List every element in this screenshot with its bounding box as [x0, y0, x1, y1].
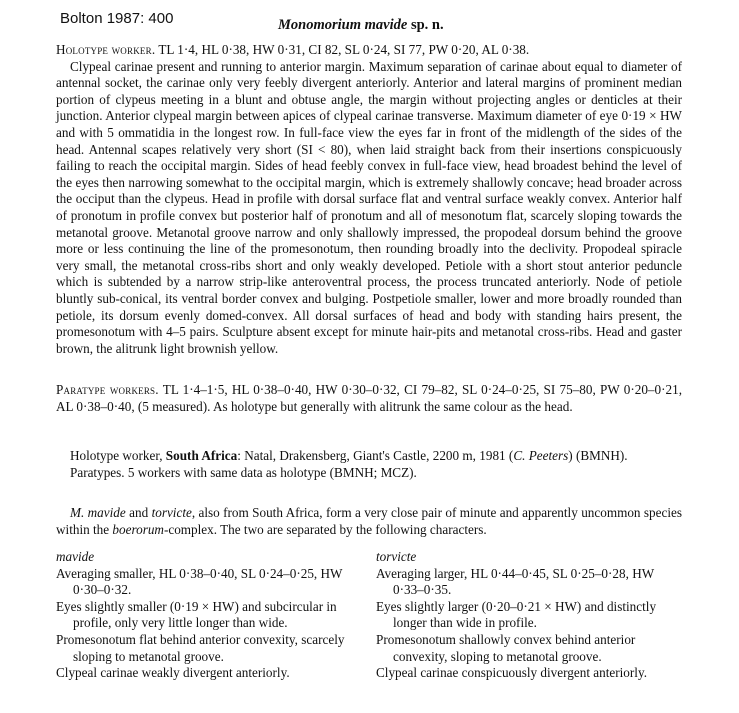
holotype-heading: Holotype worker. — [56, 42, 156, 57]
complex-name: boerorum — [112, 521, 164, 537]
species-b-name: torvicte — [151, 505, 192, 520]
holotype-measurements: TL 1·4, HL 0·38, HW 0·31, CI 82, SL 0·24, SI 77, PW 0·20, AL 0·38. — [158, 42, 530, 57]
comparison-end: -complex. The two are separated by the following characters. — [163, 521, 487, 537]
holotype-material-prefix: Holotype worker, — [70, 448, 163, 463]
column-left-item: Clypeal carinae weakly divergent anteriorly. — [56, 665, 290, 681]
column-right-item: Averaging larger, HL 0·44–0·45, SL 0·25–0·28, HW 0·33–0·35. — [376, 565, 654, 598]
species-a-name: M. mavide — [70, 505, 126, 520]
column-left-item: Averaging smaller, HL 0·38–0·40, SL 0·24–0·25, HW 0·30–0·32. — [56, 565, 343, 598]
comparison-column-left — [56, 549, 356, 682]
source-citation: Bolton 1987: 400 — [60, 10, 174, 27]
holotype-collector: C. Peeters — [513, 448, 569, 463]
holotype-description: Clypeal carinae present and running to anterior margin. Maximum separation of carinae about equal to diameter of antennal socket, the carinae only very feebly divergent anteriorly. Anterior and lateral margins of prominent median portion of clypeus meeting in a blunt and obtuse angle, the margin without projecting angles or denticles at their junction. Anterior clypeal margin between apices of clypeal carinae transverse. Maximum diameter of eye 0·19 × HW and with 5 ommatidia in the longest row. In full-face view the eyes far in front of the midlength of the sides of the head. Antennal scapes relatively very short (SI < 80), when laid straight back from their insertions conspicuously failing to reach the occipital margin. Sides of head feebly convex in full-face view, head broadest behind the level of the eyes then narrowing somewhat to the occipital margin, which is extremely shallowly concave; head broader across the occiput than the clypeus. Head in profile with dorsal surface flat and ventral surface weakly convex. Anterior half of pronotum in profile convex but posterior half of pronotum and all of mesonotum flat, scarcely sloping towards the metanotal groove. Metanotal groove narrow and only shallowly impressed, the propodeal dorsum behind the groove more or less continuing the line of the promesonotum, then rounding broadly into the declivity. Propodeal spiracle very small, the metanotal cross-ribs short and only weakly developed. Petiole with a short stout anterior peduncle which is subtended by a narrow strip-like anteroventral process, the process truncated anteriorly. Node of petiole bluntly sub-conical, its ventral border convex and bulging. Postpetiole smaller, lower and more broadly rounded than petiole, its dorsum evenly domed-convex. All dorsal surfaces of head and body with standing hairs present, the promesonotum with 4–5 pairs. Sculpture absent except for minute hair-pits and metanotal cross-ribs. Head and gaster brown, the alitrunk light brownish yellow. — [56, 58, 682, 356]
column-right-heading: torvicte — [376, 549, 417, 564]
comparison-middle: , also from South Africa, form a very close pair of minute and apparently uncommon species within the — [56, 505, 682, 537]
paratype-heading: Paratype workers. — [56, 382, 159, 397]
holotype-material — [56, 448, 682, 465]
comparison-intro — [56, 505, 682, 538]
paratype-text: TL 1·4–1·5, HL 0·38–0·40, HW 0·30–0·32, CI 79–82, SL 0·24–0·25, SI 75–80, PW 0·20–0·21, AL 0·38–0·40, (5 measured). As holotype but generally with alitrunk the same colour as the head. — [56, 382, 683, 414]
holotype-section — [56, 42, 682, 357]
species-title — [278, 17, 444, 34]
material-section — [56, 448, 682, 481]
holotype-country: South Africa — [165, 448, 238, 463]
holotype-locality: : Natal, Drakensberg, Giant's Castle, 2200 m, 1981 ( — [237, 448, 514, 463]
paratype-material: Paratypes. 5 workers with same data as holotype (BMNH; MCZ). — [70, 464, 417, 480]
column-left-heading: mavide — [56, 549, 95, 564]
comparison-column-right — [376, 549, 676, 682]
holotype-material-end: ) (BMNH). — [568, 448, 628, 463]
species-suffix: sp. n. — [410, 17, 444, 33]
column-right-item: Promesonotum shallowly convex behind anterior convexity, sloping to metanotal groove. — [376, 631, 636, 664]
column-right-item: Clypeal carinae conspicuously divergent anteriorly. — [376, 665, 647, 681]
column-left-item: Promesonotum flat behind anterior convexity, scarcely sloping to metanotal groove. — [56, 631, 345, 664]
comparison-and: and — [125, 505, 152, 520]
paratype-paragraph — [56, 382, 682, 415]
holotype-measurements-line — [56, 42, 682, 59]
paratype-section — [56, 382, 682, 415]
column-right-item: Eyes slightly larger (0·20–0·21 × HW) and distinctly longer than wide in profile. — [376, 598, 657, 631]
column-left-item: Eyes slightly smaller (0·19 × HW) and subcircular in profile, only very little longer than wide. — [56, 598, 337, 631]
comparison-paragraph — [56, 505, 682, 538]
species-name: Monomorium mavide — [278, 17, 408, 33]
